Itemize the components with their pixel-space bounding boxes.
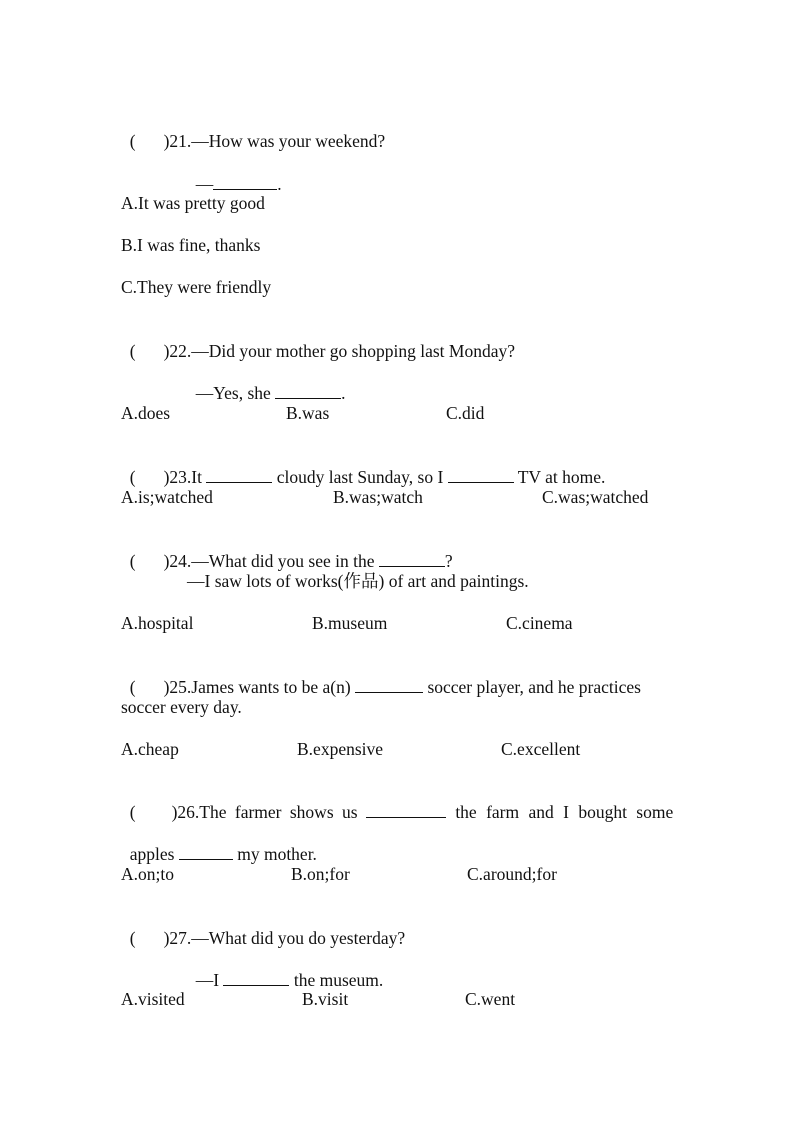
answer-blank [379,551,445,567]
question-27-reply: —I the museum. [195,970,384,990]
question-26-prompt: ( )26.The farmer shows us the farm and I bought some [129,802,674,822]
question-26-option-c: C.around;for [467,864,557,884]
question-22-prompt: ( )22.—Did your mother go shopping last Monday? [129,341,515,361]
question-24-option-a: A.hospital [121,613,194,633]
answer-paren: ( [129,467,136,487]
question-21-option-b: B.I was fine, thanks [121,235,261,255]
question-24-option-c: C.cinema [506,613,573,633]
question-21-option-a: A.It was pretty good [121,193,265,213]
answer-blank [366,802,446,818]
question-23-prompt: ( )23.It cloudy last Sunday, so I TV at home. [129,467,606,487]
question-24-option-b: B.museum [312,613,388,633]
question-26-continuation: apples my mother. [129,844,317,864]
answer-blank [206,467,272,483]
question-25-prompt: ( )25.James wants to be a(n) soccer player, and he practices [129,677,641,697]
answer-blank [223,970,289,986]
question-25-continuation: soccer every day. [121,697,242,717]
question-23-option-a: A.is;watched [121,487,213,507]
question-27-prompt: ( )27.—What did you do yesterday? [129,928,406,948]
question-21-option-c: C.They were friendly [121,277,272,297]
answer-blank [355,677,423,693]
question-25-option-c: C.excellent [501,739,581,759]
answer-paren: ( [129,341,136,361]
answer-paren: ( [129,131,136,151]
question-24-prompt: ( )24.—What did you see in the ? [129,551,453,571]
answer-blank [448,467,514,483]
question-27-option-c: C.went [465,989,516,1009]
question-23-option-b: B.was;watch [333,487,423,507]
question-21-prompt: ( )21.—How was your weekend? [129,131,386,151]
answer-blank [275,383,341,399]
answer-paren: ( [129,551,136,571]
answer-paren: ( [129,802,136,822]
question-22-option-a: A.does [121,403,171,423]
question-27-option-b: B.visit [302,989,349,1009]
question-24-reply: —I saw lots of works(作品) of art and paintings. [187,571,529,591]
answer-blank [213,174,277,190]
question-25-option-a: A.cheap [121,739,179,759]
question-25-option-b: B.expensive [297,739,384,759]
question-22-option-b: B.was [286,403,330,423]
question-27-option-a: A.visited [121,989,185,1009]
question-26-option-a: A.on;to [121,864,174,884]
answer-blank [179,844,233,860]
answer-paren: ( [129,677,136,697]
question-22-reply: —Yes, she . [195,383,346,403]
question-23-option-c: C.was;watched [542,487,649,507]
question-22-option-c: C.did [446,403,485,423]
question-26-option-b: B.on;for [291,864,350,884]
question-21-reply: — . [195,174,282,194]
answer-paren: ( [129,928,136,948]
